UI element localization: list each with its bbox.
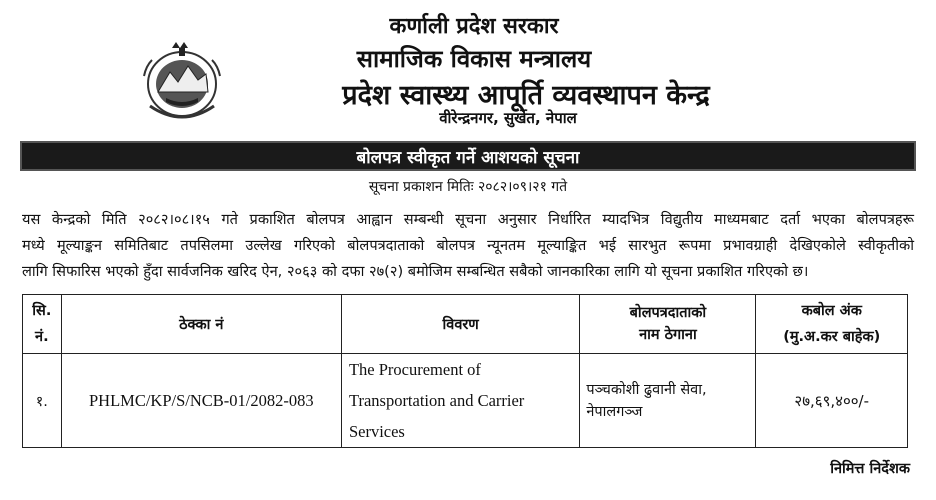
notice-body-line: मध्ये मूल्याङ्कन समितिबाट तपसिलमा उल्लेख गरिएको बोलपत्रदाताको बोलपत्र न्यूनतम मूल्याङ्कित भई सारभुत रूपमा प्रभावग्राही देखिएकोले स्वीकृतीको [22,237,914,254]
header-bidder-line1: बोलपत्रदाताको [629,305,707,321]
notice-body-line: लागि सिफारिस भएको हुँदा सार्वजनिक खरिद ऐन, २०६३ को दफा २७(२) बमोजिम सम्बन्धित सबैको जानकारिका लागि यो सूचना प्रकाशित गरिएको छ। [22,263,809,280]
notice-body [22,207,914,285]
header-amount-line1: कबोल अंक [801,303,862,319]
row-amount: २७,६९,४००/- [756,354,908,448]
row-description [341,354,579,448]
ministry-title: सामाजिक विकास मन्त्रालय [356,45,592,73]
row-contract-number: PHLMC/KP/S/NCB-01/2082-083 [61,354,341,448]
letterhead [0,0,936,140]
header-sn-line2: नं. [35,329,49,345]
table-row [23,354,908,448]
header-sn-line1: सि. [32,303,52,319]
header-serial-number [23,295,62,354]
government-title: कर्णाली प्रदेश सरकार [389,14,559,39]
description-line: Transportation and Carrier [348,391,525,410]
row-bidder [580,354,756,448]
notice-title-bar: बोलपत्र स्वीकृत गर्ने आशयको सूचना [20,141,916,171]
header-description: विवरण [341,295,579,354]
header-amount-line2: (मु.अ.कर बाहेक) [783,329,881,345]
notice-body-line: यस केन्द्रको मिति २०८२।०८।१५ गते प्रकाशित बोलपत्र आह्वान सम्बन्धी सूचना अनुसार निर्धारित म्यादभित्र विद्युतीय माध्यमबाट दर्ता भएका बोलपत्रहरू [22,211,914,228]
office-title: प्रदेश स्वास्थ्य आपूर्ति व्यवस्थापन केन्द्र [342,80,710,111]
description-line: Services [348,422,405,441]
bidder-line: नेपालगञ्ज [586,403,643,420]
header-amount [756,295,908,354]
header-bidder [580,295,756,354]
bidder-line: पञ्चकोशी ढुवानी सेवा, [586,381,707,398]
description-line: The Procurement of [348,360,481,379]
office-address: वीरेन्द्रनगर, सुर्खेत, नेपाल [439,109,577,127]
table-header-row [23,295,908,354]
signatory-title: निमित्त निर्देशक [830,461,910,477]
publication-date: सूचना प्रकाशन मितिः २०८२।०९।२१ गते [368,179,568,195]
row-serial-number: १. [23,354,62,448]
bid-table [22,294,908,448]
header-contract-number: ठेक्का नं [61,295,341,354]
header-bidder-line2: नाम ठेगाना [639,327,697,343]
